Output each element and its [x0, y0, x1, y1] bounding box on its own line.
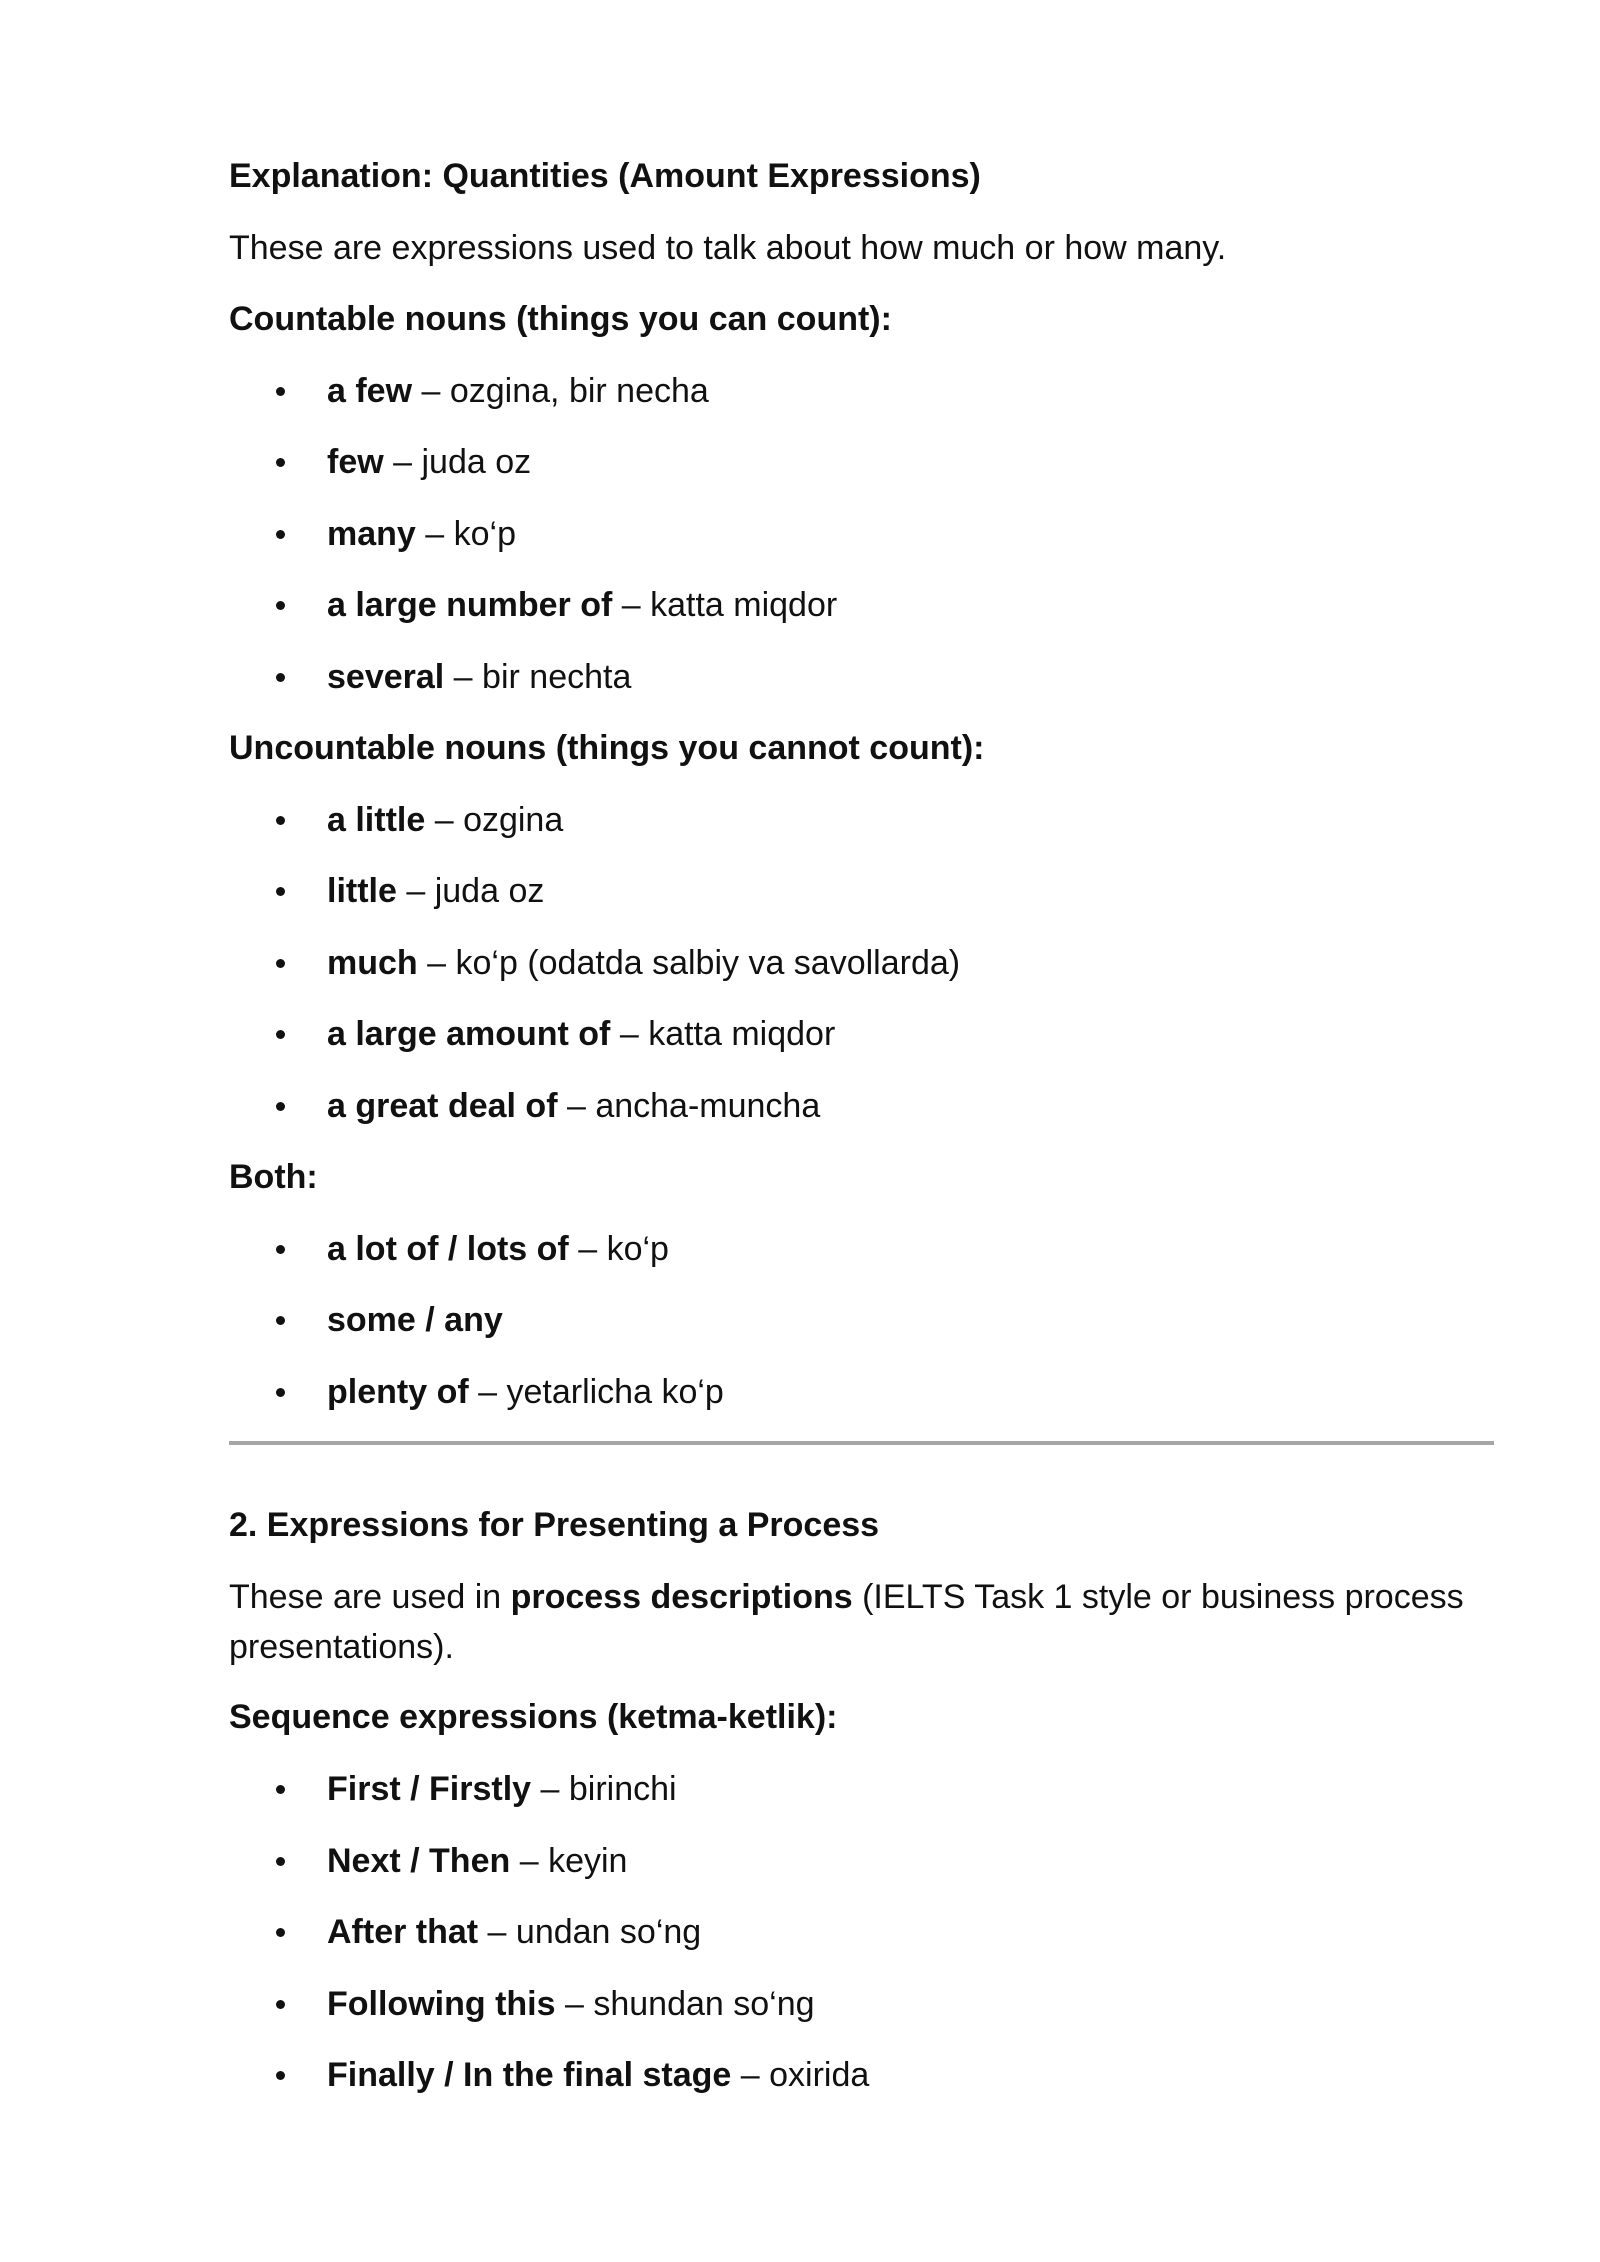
intro-text: These are used in — [229, 1578, 511, 1616]
meaning: keyin — [548, 1842, 628, 1880]
separator: – — [612, 586, 651, 624]
term: several — [327, 658, 445, 696]
separator: – — [412, 372, 450, 410]
separator: – — [610, 1015, 649, 1053]
section-intro: These are expressions used to talk about how much or how many. — [229, 229, 1227, 267]
bullet-icon — [276, 1245, 285, 1254]
separator: – — [731, 2056, 770, 2094]
meaning: birinchi — [568, 1770, 677, 1808]
uncountable-heading: Uncountable nouns (things you cannot count): — [229, 729, 985, 767]
meaning: yetarlicha ko‘p — [506, 1373, 724, 1411]
bullet-icon — [276, 458, 285, 467]
bullet-icon — [276, 673, 285, 682]
bullet-icon — [276, 387, 285, 396]
bullet-icon — [276, 601, 285, 610]
meaning: ko‘p — [453, 515, 517, 553]
bullet-icon — [276, 1316, 285, 1325]
term: few — [327, 443, 384, 481]
section-title: Explanation: Quantities (Amount Expressions) — [229, 157, 981, 195]
meaning: shundan so‘ng — [593, 1985, 815, 2023]
term: a large number of — [327, 586, 613, 624]
section-title: 2. Expressions for Presenting a Process — [229, 1506, 880, 1544]
term: much — [327, 944, 418, 982]
separator: – — [568, 1230, 607, 1268]
horizontal-divider — [229, 1441, 1494, 1445]
term: plenty of — [327, 1373, 469, 1411]
bullet-icon — [276, 2000, 285, 2009]
term: a little — [327, 801, 426, 839]
bullet-icon — [276, 816, 285, 825]
separator: – — [555, 1985, 594, 2023]
separator: – — [396, 872, 435, 910]
separator: – — [478, 1913, 516, 1951]
meaning: oxirida — [769, 2056, 870, 2094]
term: a lot of / lots of — [327, 1230, 569, 1268]
bullet-icon — [276, 2071, 285, 2080]
meaning: ko‘p (odatda salbiy va savollarda) — [455, 944, 961, 982]
section-intro — [229, 1572, 1494, 1672]
separator: – — [415, 515, 454, 553]
term: a few — [327, 372, 413, 410]
meaning: juda oz — [421, 443, 532, 481]
meaning: undan so‘ng — [515, 1913, 702, 1951]
separator: – — [425, 801, 464, 839]
term: First / Firstly — [327, 1770, 532, 1808]
bullet-icon — [276, 1785, 285, 1794]
meaning: katta miqdor — [650, 586, 838, 624]
meaning: bir nechta — [482, 658, 632, 696]
term: a great deal of — [327, 1087, 558, 1125]
separator: – — [510, 1842, 549, 1880]
meaning: katta miqdor — [648, 1015, 836, 1053]
bullet-icon — [276, 1928, 285, 1937]
separator: – — [557, 1087, 596, 1125]
term: Finally / In the final stage — [327, 2056, 732, 2094]
intro-text: (IELTS Task 1 style or business process presentations). — [229, 1578, 1464, 1666]
countable-heading: Countable nouns (things you can count): — [229, 300, 892, 338]
separator: – — [531, 1770, 569, 1808]
bullet-icon — [276, 530, 285, 539]
intro-bold-text: process descriptions — [510, 1578, 853, 1616]
bullet-icon — [276, 1388, 285, 1397]
term: little — [327, 872, 397, 910]
meaning: ko‘p — [606, 1230, 669, 1268]
bullet-icon — [276, 1102, 285, 1111]
term: a large amount of — [327, 1015, 611, 1053]
both-heading: Both: — [229, 1158, 318, 1196]
meaning: ancha-muncha — [595, 1087, 821, 1125]
term: Following this — [327, 1985, 556, 2023]
meaning: ozgina, bir necha — [449, 372, 709, 410]
bullet-icon — [276, 1030, 285, 1039]
bullet-icon — [276, 959, 285, 968]
term: many — [327, 515, 416, 553]
separator: – — [417, 944, 456, 982]
meaning: ozgina — [463, 801, 564, 839]
separator: – — [468, 1373, 507, 1411]
sequence-heading: Sequence expressions (ketma-ketlik): — [229, 1698, 838, 1736]
separator: – — [444, 658, 483, 696]
separator: – — [383, 443, 422, 481]
bullet-icon — [276, 887, 285, 896]
bullet-icon — [276, 1857, 285, 1866]
meaning: juda oz — [434, 872, 545, 910]
term: some / any — [327, 1301, 503, 1339]
term: After that — [327, 1913, 479, 1951]
term: Next / Then — [327, 1842, 511, 1880]
